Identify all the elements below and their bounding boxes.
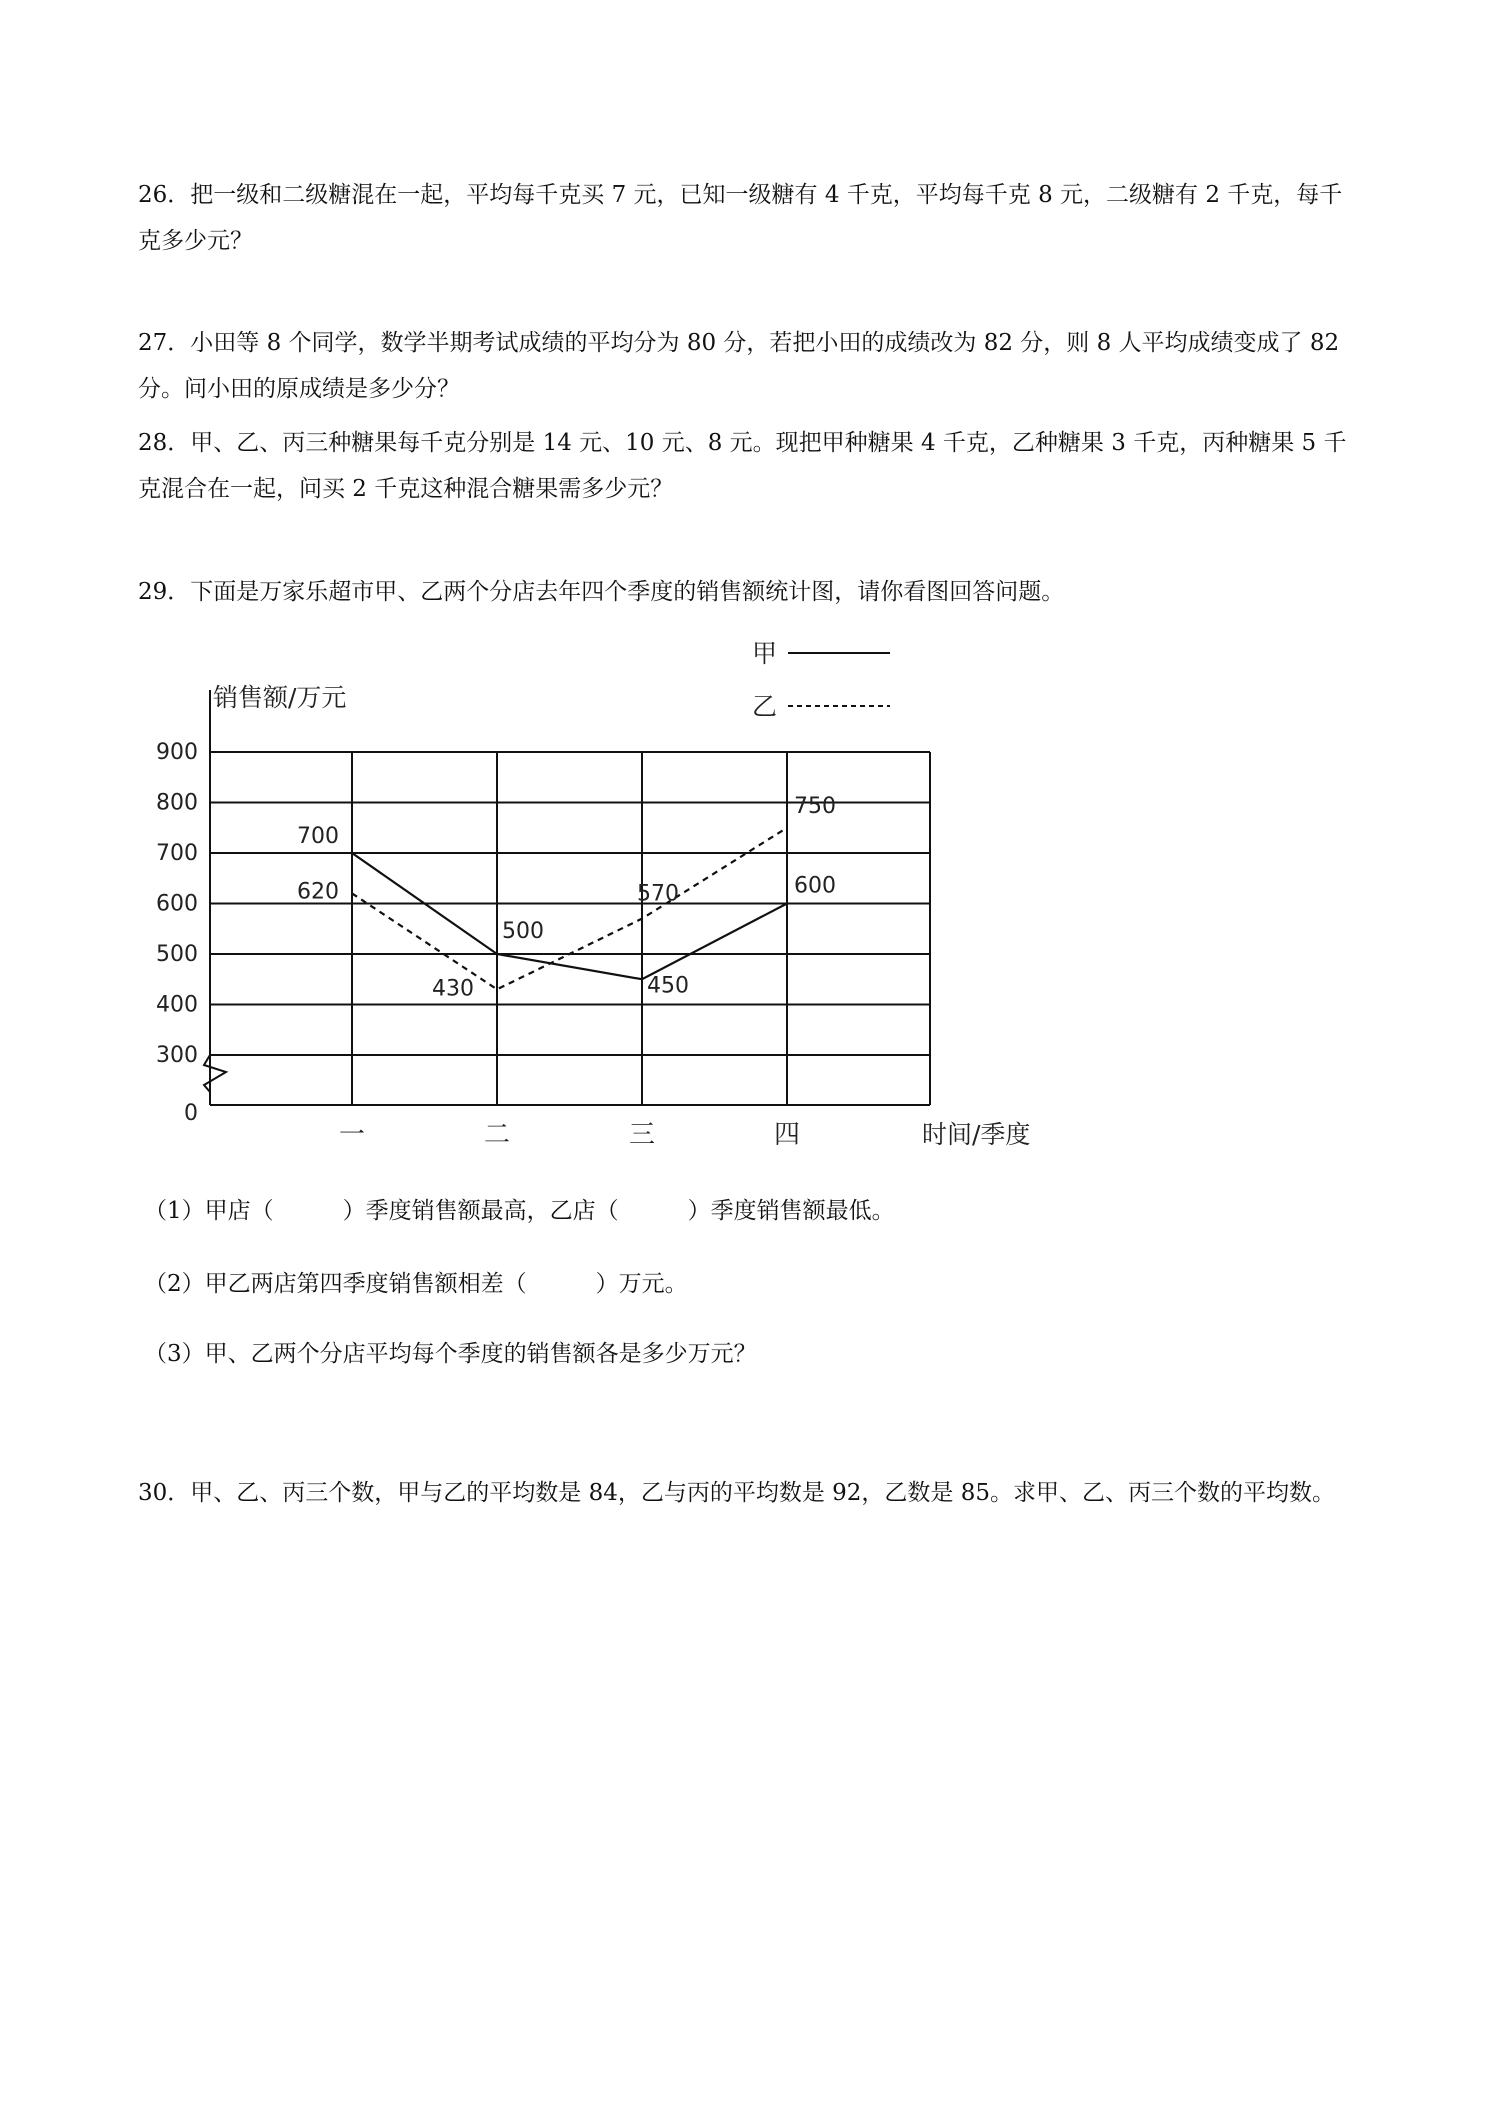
x-tick-label: 一 [338, 1120, 366, 1150]
y-tick-label: 0 [184, 1101, 198, 1126]
data-label: 620 [297, 879, 339, 905]
data-label: 600 [794, 873, 836, 899]
question-28: 28．甲、乙、丙三种糖果每千克分别是 14 元、10 元、8 元。现把甲种糖果 4 千克，乙种糖果 3 千克，丙种糖果 5 千克混合在一起，问买 2 千克这种混合糖果需多少元？ [138, 430, 1347, 502]
legend-label: 甲 [752, 639, 778, 668]
question-29-part-3: （3）甲、乙两个分店平均每个季度的销售额各是多少万元？ [144, 1341, 757, 1367]
question-29-part-1: （1）甲店（ ）季度销售额最高，乙店（ ）季度销售额最低。 [144, 1198, 895, 1224]
data-label: 430 [432, 976, 474, 1002]
series-line [352, 828, 787, 990]
y-tick-label: 300 [156, 1043, 198, 1068]
x-axis-label: 时间/季度 [922, 1120, 1031, 1149]
data-label: 570 [637, 881, 679, 907]
question-29: 29．下面是万家乐超市甲、乙两个分店去年四个季度的销售额统计图，请你看图回答问题。 [138, 579, 1065, 605]
question-26: 26．把一级和二级糖混在一起，平均每千克买 7 元，已知一级糖有 4 千克，平均每千克 8 元，二级糖有 2 千克，每千克多少元？ [138, 182, 1343, 254]
data-label: 700 [297, 824, 339, 849]
axis-break [204, 1055, 226, 1092]
y-axis-label: 销售额/万元 [213, 683, 347, 712]
question-30: 30．甲、乙、丙三个数，甲与乙的平均数是 84，乙与丙的平均数是 92，乙数是 85。求甲、乙、丙三个数的平均数。 [138, 1480, 1335, 1506]
x-tick-label: 二 [483, 1120, 511, 1150]
x-tick-label: 三 [628, 1120, 656, 1150]
x-tick-label: 四 [773, 1120, 801, 1150]
y-tick-label: 500 [156, 942, 198, 967]
data-label: 500 [502, 919, 544, 944]
y-tick-label: 400 [156, 992, 198, 1018]
legend-label: 乙 [752, 692, 778, 721]
question-29-part-2: （2）甲乙两店第四季度销售额相差（ ）万元。 [144, 1271, 688, 1297]
data-label: 450 [647, 973, 689, 999]
series-line [352, 853, 787, 979]
y-tick-label: 800 [156, 790, 198, 816]
y-tick-label: 600 [156, 891, 198, 917]
data-label: 750 [794, 793, 836, 819]
question-27: 27．小田等 8 个同学，数学半期考试成绩的平均分为 80 分，若把小田的成绩改为 82 分，则 8 人平均成绩变成了 82 分。问小田的原成绩是多少分？ [138, 330, 1340, 402]
y-tick-label: 700 [156, 841, 198, 866]
y-tick-label: 900 [156, 740, 198, 765]
